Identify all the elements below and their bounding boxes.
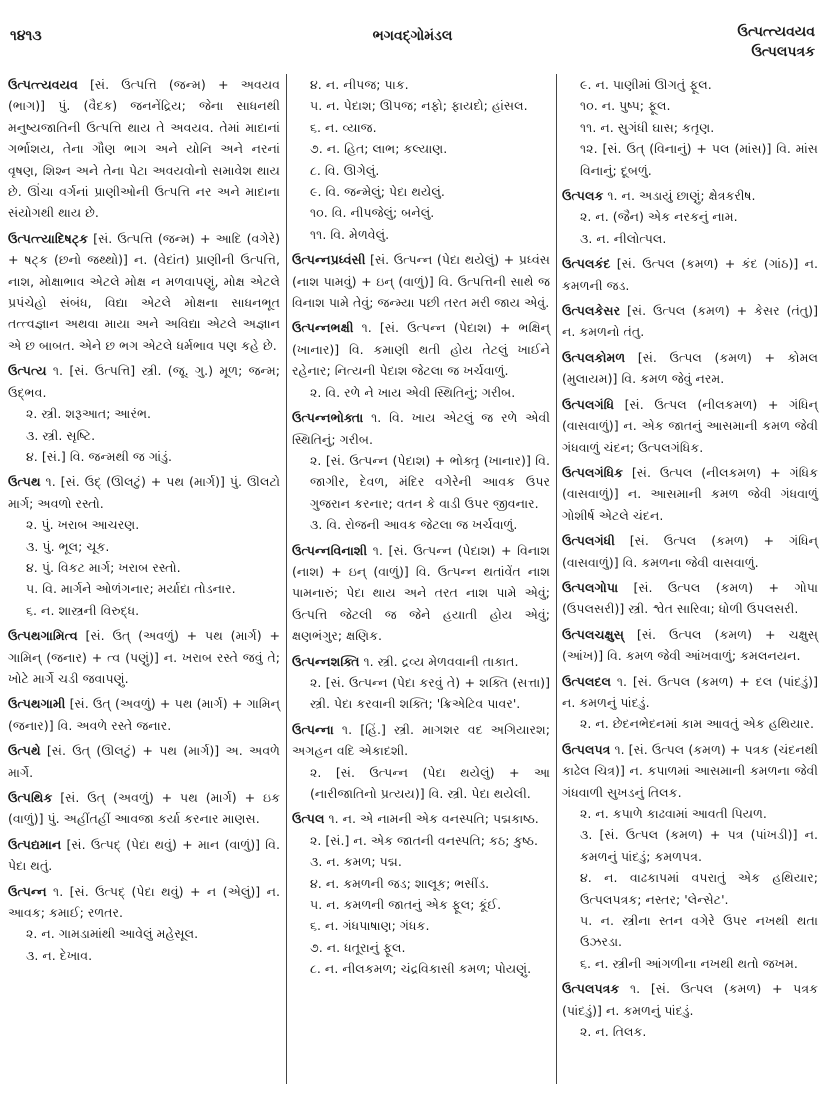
dictionary-entry [562,671,818,735]
page-number: ૧૪૧૩ [10,28,42,44]
entry-main-sense [8,360,280,403]
entry-main-sense [292,540,550,647]
sub-sense: ૮. ન. નીલકમળ; ચંદ્રવિકાસી કમળ; પોયણું. [310,961,532,977]
entry-main-sense [8,740,280,783]
headword: ઉત્પત્ત્યવયવ [8,77,78,92]
definition: ૧. સ્ત્રી. દ્રવ્ય મેળવવાની તાકાત. [359,653,519,669]
definition: [સં. ઉત્પત્તિ (જન્મ) + આદિ (વગેરે) + ષટ્ક (છનો જથ્થો)] ન. (વેદાંત) પ્રાણીની ઉત્પત્તિ, નાશ, મોક્ષાભાવ એટલે મોક્ષ ન મળવાપણું, મોક્ષ એટલે પ્રપંચેહો સંબંધ, વિદ્યા એટલે મોક્ષના સાધનભૂત તત્ત્વજ્ઞાન અથવા માયા અને અવિદ્યા એટલે અજ્ઞાન એ છ બાબત. એને છ ભગ એટલે ધર્મભાવ પણ કહે છે. [8,230,280,353]
headword: ઉત્પન્ન [8,883,47,899]
sub-sense: ૬. ન. શાસ્ત્રની વિરુદ્ધ. [26,602,140,618]
definition: [સં. ઉત્પલ (કમળ) + ચક્ષુસ્ (આંખ)] વિ. કમળ જેવી આંખવાળું; કમલનયન. [562,626,818,664]
dictionary-entry [562,347,818,390]
sub-sense: ૫. ન. સ્ત્રીના સ્તન વગેરે ઉપર નખથી થતા ઉઝરડા. [580,913,818,950]
headword: ઉત્પલપત્ર [562,741,611,757]
sub-sense: ૩. ન. નીલોત્પલ. [580,230,667,246]
headword: ઉત્પલગોપા [562,579,619,595]
entry-main-sense [562,394,818,458]
entry-main-sense [292,719,550,762]
dictionary-entry [292,249,550,313]
sub-sense: ૫. ન. કમળની જાતનું એક ફૂલ; કૂંઈ. [310,897,502,913]
headword: ઉત્પન્નપ્રધ્વંસી [292,252,366,268]
sub-sense: ૪. ન. કમળની જડ; શાલૂક; ભસીંડ. [310,875,490,891]
definition: ૧. [સં. ઉત્પન્ન (પેદાશ) + ભક્ષિન્ (ખાનાર)] વિ. કમાણી થતી હોય તેટલું ખાઈને રહેનાર; નિત્યની પેદાશ જેટલા જ ખર્ચવાળું. [292,320,550,379]
entry-main-sense [292,808,550,829]
definition: ૧. ન. અડાયું છાણું; ક્ષેત્રકરીષ. [603,188,756,204]
entry-main-sense [292,651,550,672]
entry-main-sense [292,407,550,450]
headword: ઉત્પથગામી [8,696,66,712]
headword: ઉત્પલકંદ [562,256,611,272]
headword: ઉત્પથગામિત્વ [8,628,78,644]
definition: ૧. [સં. ઉત્પલ (કમળ) + દલ (પાંદડું)] ન. કમળનું પાંદડું. [562,673,818,710]
sub-sense: ૧૦. વિ. નીપજેલું; બનેલું. [310,205,435,221]
sub-sense: ૯. ન. પાણીમાં ઊગતું ફૂલ. [580,77,712,92]
dictionary-entry [8,471,280,621]
entry-main-sense [8,693,280,736]
dictionary-entry [8,834,280,877]
sub-sense: ૨. પું. ખરાબ આચરણ. [26,517,140,533]
headword: ઉત્પલ [292,811,325,827]
sub-sense: ૨. [સં.] ન. એક જાતની વનસ્પતિ; કઠ; કુષ્ઠ. [310,832,538,848]
entry-main-sense [8,625,280,689]
sub-sense: ૫. વિ. માર્ગને ઓળંગનાર; મર્યાદા તોડનાર. [26,581,236,597]
sub-sense: ૨. સ્ત્રી. શરૂઆત; આરંભ. [26,406,152,422]
sub-sense: ૫. ન. પેદાશ; ઊપજ; નફો; ફાયદો; હાંસલ. [310,98,528,114]
dictionary-entry [562,462,818,526]
column-divider [286,74,287,1084]
entry-main-sense [562,739,818,803]
definition: ૧. [સં. ઉત્પત્તિ] સ્ત્રી. (જૂ. ગુ.) મૂળ; જન્મ; ઉદ્ભવ. [8,363,280,400]
dictionary-entry [562,74,818,181]
dictionary-entry [8,625,280,689]
headword: ઉત્પલગંધી [562,533,615,549]
dictionary-entry [8,740,280,783]
definition: ૧. [સં. ઉત્પન્ન (પેદાશ) + વિનાશ (નાશ) + ઇન્ (વાળું)] વિ. ઉત્પન્ન થતાંવેંત નાશ પામનારું; પેદા થાય અને તરત નાશ પામે એવું; ઉત્પત્તિ જેટલી જ જેને હયાતી હોય એવું; ક્ષણભંગુર; ક્ષણિક. [292,542,550,644]
headword: ઉત્પત્ય [8,363,47,379]
dictionary-entry [292,407,550,535]
sub-sense: ૧૦. ન. પુષ્પ; ફૂલ. [580,98,671,114]
headword: ઉત્પથ [8,474,41,490]
definition: [સં. ઉત્ (અવળું) + પથ (માર્ગ) + ઇક (વાળું)] પું. અહીંતહીં આવજા કર્યા કરનાર માણસ. [8,790,280,827]
entry-main-sense [562,347,818,390]
sub-sense: ૧૧. વિ. મેળવેલું. [310,226,390,242]
entry-main-sense [8,787,280,830]
dictionary-entry [562,530,818,573]
sub-sense: ૭. ન. ધતૂરાનું ફૂલ. [310,939,406,955]
entry-main-sense [562,185,818,206]
sub-sense: ૨. ન. છેદનભેદનમાં કામ આવતું એક હથિયાર. [580,716,815,732]
column-1 [8,74,280,970]
definition: [સં. ઉત્ (અવળું) + પથ (માર્ગ) + ગામિન્ (જનાર) + ત્વ (પણું)] ન. ખરાબ રસ્તે જવું તે; ખોટે માર્ગે ચડી જવાપણું. [8,628,280,686]
dictionary-entry [562,185,818,249]
headword: ઉત્પલદલ [562,673,612,689]
headword: ઉત્પલકેસર [562,303,621,319]
definition: [સં. ઉત્પદ્ (પેદા થવું) + માન (વાળું)] વિ. પેદા થતું. [8,836,280,874]
entry-main-sense [562,253,818,296]
sub-sense: ૯. વિ. જન્મેલું; પેદા થયેલું. [310,184,445,200]
definition: [સં. ઉત્પલ (કમળ) + ગોપા (ઉપલસરી)] સ્ત્રી. શ્વેત સારિવા; ધોળી ઉપલસરી. [562,579,818,617]
sub-sense: ૪. ન. વાઢકાપમાં વપરાતું એક હથિયાર; ઉત્પલપત્રક; નસ્તર; 'લેન્સેટ'. [580,870,818,907]
sub-sense: ૩. વિ. રોજની આવક જેટલા જ ખર્ચવાળું. [310,517,518,533]
column-3 [562,74,818,1046]
column-2 [292,74,550,984]
dictionary-entry [8,360,280,467]
dictionary-entry [292,651,550,715]
entry-main-sense [562,530,818,573]
entry-main-sense [562,624,818,667]
entry-main-sense [562,577,818,620]
definition: ૧. વિ. ખાય એટલું જ રળે એવી સ્થિતિનું; ગરીબ. [292,410,550,447]
dictionary-entry [562,300,818,343]
sub-sense: ૪. ન. નીપજ; પાક. [310,77,409,92]
headword: ઉત્પન્નભક્ષી [292,320,354,336]
definition: ૧. [હિં.] સ્ત્રી. માગશર વદ અગિયારશ; અગહન વદિ એકાદશી. [292,721,550,759]
headword: ઉત્પલકોમળ [562,349,626,365]
headword: ઉત્પલગંધિક [562,464,623,480]
definition: [સં. ઉત્પલ (કમળ) + ગંધિન્ (વાસવાળું)] વિ. કમળના જેવી વાસવાળું. [562,533,818,570]
headword: ઉત્પલક [562,188,604,204]
headword: ઉત્પથે [8,743,41,759]
sub-sense: ૬. ન. વ્યાજ. [310,119,377,135]
sub-sense: ૨. ન. તિલક. [580,1024,647,1040]
entry-main-sense [562,462,818,526]
entry-main-sense [8,228,280,356]
definition: [સં. ઉત્પલ (કમળ) + કંદ (ગાંઠ)] ન. કમળની જડ. [562,256,818,293]
dictionary-entry [8,881,280,967]
sub-sense: ૬. ન. ગંધપાષાણ; ગંધક. [310,918,430,934]
guide-word-first: ઉત્પત્ત્યવયવ [737,24,815,40]
definition: ૧. [સં. ઉત્પલ (કમળ) + પત્રક (ચંદનથી કાઢેલ ચિત્ર)] ન. કપાળમાં આસમાની કમળના જેવી ગંધવાળી સુખડનું તિલક. [562,741,818,800]
definition: ૧. ન. એ નામની એક વનસ્પતિ; પદ્મકાષ્ઠ. [324,811,539,827]
entry-main-sense [8,834,280,877]
dictionary-entry [292,808,550,979]
dictionary-entry [292,74,550,245]
definition: [સં. ઉત્પલ (નીલકમળ) + ગંધિક (વાસવાળું)] ન. આસમાની કમળ જેવી ગંધવાળું ગોશીર્ષ એટલે ચંદન. [562,464,818,523]
dictionary-entry [8,787,280,830]
headword: ઉત્પત્ત્યાદિષટ્ક [8,230,89,246]
dictionary-entry [8,74,280,224]
dictionary-entry [562,624,818,667]
sub-sense: ૬. ન. સ્ત્રીની આંગળીના નખથી થતો જખમ. [580,955,798,971]
sub-sense: ૪. [સં.] વિ. જન્મથી જ ગાંડું. [26,448,173,464]
dictionary-entry [8,693,280,736]
entry-main-sense [562,300,818,343]
sub-sense: ૨. [સં. ઉત્પન્ન (પેદાશ) + ભોક્તૃ (ખાનાર)] વિ. જાગીર, દેવળ, મંદિર વગેરેની આવક ઉપર ગુજરાન કરનાર; વતન કે વાડી ઉપર જીવનાર. [310,452,550,511]
headword: ઉત્પથિક [8,790,53,805]
headword: ઉત્પલપત્રક [562,981,620,997]
definition: ૧. [સં. ઉદ્ (ઊલટું) + પથ (માર્ગ)] પું. ઊલટો માર્ગ; અવળો રસ્તો. [8,474,280,511]
headword: ઉત્પન્નભોક્તા [292,410,364,426]
definition: [સં. ઉત્પલ (નીલકમળ) + ગંધિન્ (વાસવાળું)] ન. એક જાતનું આસમાની કમળ જેવી ગંધવાળું ચંદન; ઉત્પલગંધિક. [562,396,818,455]
sub-sense: ૨. [સં. ઉત્પન્ન (પેદા કરવું તે) + શક્તિ (સત્તા)] સ્ત્રી. પેદા કરવાની શક્તિ; 'ક્રિએટિવ પાવર'. [310,674,550,712]
definition: [સં. ઉત્પલ (કમળ) + કોમલ (મુલાયમ)] વિ. કમળ જેવું નરમ. [562,349,818,387]
sub-sense: ૩. [સં. ઉત્પલ (કમળ) + પત્ર (પાંખડી)] ન. કમળનું પાંદડું; કમળપત્ર. [580,827,818,864]
dictionary-entry [8,228,280,356]
dictionary-entry [292,317,550,403]
dictionary-entry [292,719,550,805]
entry-main-sense [562,978,818,1021]
sub-sense: ૩. ન. દેખાવ. [26,947,93,963]
definition: [સં. ઉત્પન્ન (પેદા થયેલું) + પ્રધ્વંસ (નાશ પામવું) + ઇન્ (વાળું)] વિ. ઉત્પત્તિની સાથે જ વિનાશ પામે તેવું; જન્મ્યા પછી તરત મરી જાય એવું. [292,252,550,311]
headword: ઉત્પદ્યમાન [8,836,62,852]
entry-main-sense [292,249,550,313]
dictionary-entry [292,540,550,647]
entry-main-sense [8,74,280,224]
sub-sense: ૨. ન. (જૈન) એક નરકનું નામ. [580,209,738,225]
entry-main-sense [292,317,550,381]
sub-sense: ૭. ન. હિત; લાભ; કલ્યાણ. [310,141,448,157]
guide-words [737,22,815,62]
definition: ૧. [સં. ઉત્પદ્ (પેદા થવું) + ન (એલું)] ન. આવક; કમાઈ; રળતર. [8,883,280,921]
dictionary-entry [562,253,818,296]
headword: ઉત્પલચક્ષુસ્ [562,626,624,642]
headword: ઉત્પન્ના [292,721,334,737]
definition: [સં. ઉત્ (ઊલટું) + પથ (માર્ગ)] અ. અવળે માર્ગે. [8,743,280,780]
headword: ઉત્પન્નવિનાશી [292,542,368,558]
headword: ઉત્પન્નશક્તિ [292,653,360,669]
dictionary-entry [562,978,818,1042]
sub-sense: ૧૨. [સં. ઉત્ (વિનાનું) + પલ (માંસ)] વિ. માંસ વિનાનું; દૂબળું. [580,141,818,178]
sub-sense: ૮. વિ. ઊગેલું. [310,162,380,178]
column-divider [556,74,557,1084]
sub-sense: ૩. ન. કમળ; પદ્મ. [310,854,402,870]
sub-sense: ૨. ન. કપાળે કાઢવામાં આવતી પિયળ. [580,806,767,821]
entry-main-sense [8,471,280,514]
sub-sense: ૪. પું. વિકટ માર્ગ; ખરાબ રસ્તો. [26,559,181,575]
page-title: ભગવદ્ગોમંડલ [372,28,453,44]
definition: [સં. ઉત્પત્તિ (જન્મ) + અવયવ (ભાગ)] પું. (વૈદક) જનનેંદ્રિય; જેના સાધનથી મનુષ્યજાતિની ઉત્પત્તિ થાય તે અવયવ. તેમાં માદાનાં ગર્ભાશય, તેના ગૌણ ભાગ અને યોનિ અને નરનાં વૃષણ, શિશ્ન અને તેના પેટા અવયવોનો સમાવેશ થાય છે. ઊંચા વર્ગનાં પ્રાણીઓની ઉત્પત્તિ નર અને માદાના સંયોગથી થાય છે. [8,77,280,221]
sub-sense: ૩. પું. ભૂલ; ચૂક. [26,538,110,554]
guide-word-last: ઉત્પલપત્રક [751,44,815,60]
dictionary-entry [562,577,818,620]
definition: [સં. ઉત્ (અવળું) + પથ (માર્ગ) + ગામિન્ (જનાર)] વિ. અવળે રસ્તે જનાર. [8,696,280,733]
definition: ૧. [સં. ઉત્પલ (કમળ) + પત્રક (પાંદડું)] ન. કમળનું પાંદડું. [562,981,818,1018]
sub-sense: ૧૧. ન. સુગંધી ઘાસ; કતૃણ. [580,119,715,135]
sub-sense: ૨. વિ. રળે ને ખાય એવી સ્થિતિનું; ગરીબ. [310,384,516,400]
headword: ઉત્પલગંધિ [562,396,615,412]
entry-main-sense [562,671,818,714]
dictionary-entry [562,394,818,458]
entry-main-sense [8,881,280,924]
sub-sense: ૨. ન. ગામડામાંથી આવેલું મહેસૂલ. [26,926,199,942]
dictionary-entry [562,739,818,974]
sub-sense: ૩. સ્ત્રી. સૃષ્ટિ. [26,427,96,443]
sub-sense: ૨. [સં. ઉત્પન્ન (પેદા થયેલું) + આ (નારીજાતિનો પ્રત્યય)] વિ. સ્ત્રી. પેદા થયેલી. [310,764,550,801]
definition: [સં. ઉત્પલ (કમળ) + કેસર (તંતુ)] ન. કમળનો તંતુ. [562,303,818,340]
